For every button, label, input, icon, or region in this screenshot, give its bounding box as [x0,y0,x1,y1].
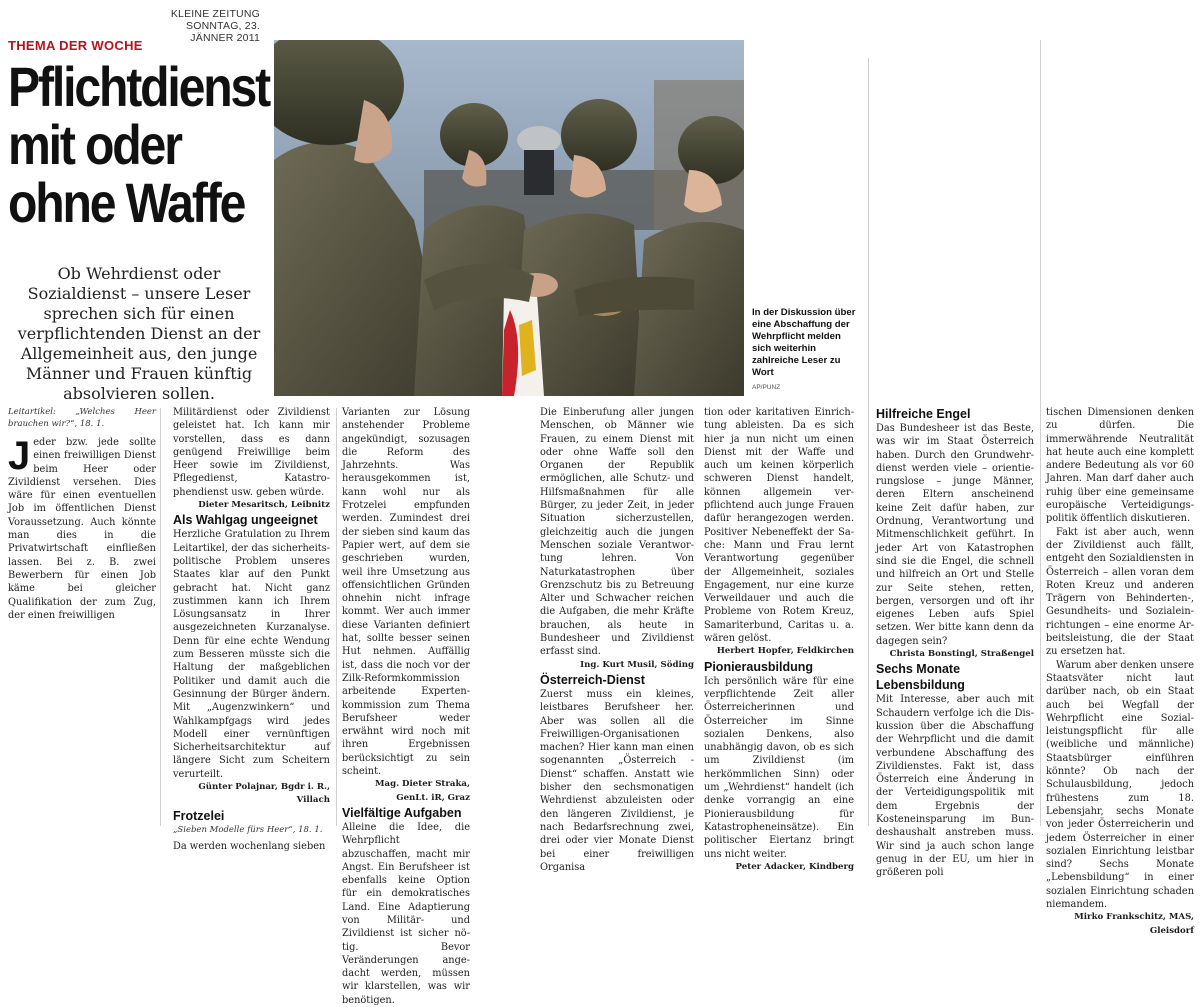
headline-line-2: mit oder [8,113,181,176]
letter-text: eder bzw. jede sollte einen freiwilligen Dienst beim Heer oder Zivildienst versehen. Dies wäre für einen eventuellen Job im öffentlichen Dienst Voraussetzung. Auch könnte man dies in die Privatwirtschaft einfließen lassen. Bei z. B. zwei Bewerbern für einen Job käme bei gleicher Qualifikation der zum Zug, der einen freiwilligen [8,437,156,621]
column-7 [1046,406,1194,938]
column-4 [540,406,694,874]
photo-caption: In der Diskussion über eine Abschaffung der Wehrpflicht melden sich weiterhin zahlreiche Leser zu Wort [752,307,856,378]
drop-cap: J [8,434,31,478]
letter-heading: Vielfältige Aufgaben [342,805,462,820]
column-2 [173,406,330,853]
letter-text: Ich persönlich wäre für eine verpflichtende Zeit aller Österreicherinnen und Österreicher im Sinne sozialen Denkens, also unabhängig davon, ob es sich um Zivildienst (im herkömmlichen Sinn) oder um „Wehrdienst“ handelt (ich denke vorrangig an eine Pionierausbildung für Katastropheneinsätze). Ein politischer Eiertanz bringt uns nicht weiter. [704,675,854,860]
article-reference: Leitartikel: „Welches Heer brauchen wir?“, 18. 1. [8,407,156,429]
letter-signature: Günter Polajnar, Bgdr i. R., Villach [198,782,330,806]
section-kicker: THEMA DER WOCHE [8,38,143,53]
column-rule [336,408,337,826]
letter-heading: Sechs Monate Lebensbildung [876,662,965,693]
column-rule [160,408,161,826]
letter-text: Fakt ist aber auch, wenn der Zivildienst auch fällt, entgeht den Sozialdiensten in Österreich – allen voran dem Roten Kreuz und anderen Trägern von Behinderten-, Gesundheits- und Sozialeinrichtungen – eine enorme Arbeitsleistung, die der Staat zu ersetzen hat. [1046,526,1194,658]
column-3 [342,406,470,1007]
letter-heading: Österreich-Dienst [540,672,645,687]
letter-text: Alleine die Idee, die Wehrpflicht abzuschaffen, macht mir Angst. Ein Berufsheer ist ebenfalls keine Option für ein demokratisches Land. Eine Adaptierung von Militär- und Zivildienst ist sicher nötig. Bevor Veränderungen angedacht werden, müssen wir klarstellen, was wir benötigen. [342,821,470,1006]
letter-signature: Dieter Mesaritsch, Leibnitz [198,500,330,511]
letter-signature: Mag. Dieter Straka, GenLt. iR, Graz [374,779,470,803]
letter-signature: Mirko Frankschitz, MAS, Gleisdorf [1074,912,1194,936]
letter-text: Herzliche Gratulation zu Ihrem Leitartikel, der das sicherheitspolitische Problem unseres Staates klar auf den Punkt gebracht hat. Nicht ganz zustimmen kann ich Ihrem Lösungsansatz in Ihrer ausgezeichneten Kurzanalyse. Denn für eine echte Wendung zum Besseren müsste sich die Haltung der maßgeblichen Politiker und damit auch die Gesinnung der Bürger ändern. Mit „Augenzwinkern“ und Wahlkampfgags wird jedes Modell einer vernünftigen Sicherheitsarchitektur auf längere Sicht zum Scheitern verurteilt. [173,529,330,780]
headline-line-3: ohne Waffe [8,171,245,234]
letter-text: Die Einberufung aller jungen Menschen, ob Männer wie Frauen, zu einem Dienst mit oder ohne Waffe soll den Organen der Republik ermöglichen, alle Schutz- und Hilfsmaßnahmen für alle Bürger, zu jeder Zeit, in jeder Situation sicherzustellen, gleichzeitig auch die jungen Menschen soziale Verantwortung lehren. Von Naturkatastrophen über Grenzschutz bis zu Betreuung Alter und Schwacher reichen die Aufgaben, die mehr Kräfte brauchen, als heute in Bundesheer und Zivildienst erfasst sind. [540,407,694,658]
masthead [150,8,260,44]
photo-credit: AP/PUNZ [752,384,781,391]
letter-text: Warum aber denken unsere Staatsväter nicht laut darüber nach, ob ein Staat auch bei Wegfall der Wehrpflicht eine Sozialleistungspflicht für alle (weibliche und männliche) Staatsbürger einführen könnte? Ob nach der Schulausbildung, jedoch frühestens zum 18. Lebensjahr, sechs Monate von jeder Österreicherin und jedem Österreicher in einer sozialen Einrichtung leistbar sind? Sechs Monate „Lebensbildung“ in einer sozialen Einrichtung schaden niemandem. [1046,659,1194,910]
letter-signature: Herbert Hopfer, Feldkirchen [716,646,854,657]
letter-signature: Peter Adacker, Kindberg [735,861,854,872]
letter-text: Mit Interesse, aber auch mit Schaudern verfolge ich die Diskussion über die Abschaffung der Wehrpflicht und die damit verbundene Abschaffung des Zivildienstes. Fakt ist, dass Österreich eine Änderung in der Verteidigungspolitik mit dem Ergebnis der Kosteneinsparung im Bundeshaushalt anstreben muss. Wir sind ja auch schon lange genug in der EU, um hier in größeren poli [876,694,1034,879]
letter-text: Das Bundesheer ist das Beste, was wir im Staat Österreich haben. Durch den Grundwehrdienst werden viele – orientierungslose – junge Männer, deren Eltern anscheinend keine Zeit dafür haben, zur Ordnung, Verantwortung und Mitmenschlichkeit geführt. In jeder Art von Katastrophen sind sie die Engel, die schnell und hilfreich an Ort und Stelle zur Seite stehen, retten, bergen, versorgen und oft ihr eigenes Leben aufs Spiel setzen. Wer bitte kann denn da dagegen sein? [876,423,1034,647]
letter-text: Da werden wochenlang sieben [173,840,326,852]
column-rule [868,58,869,826]
column-rule [1040,40,1041,826]
letter-text: Militärdienst oder Zivildienst geleistet hat. Ich kann mir vorstellen, dass es dann genügend Freiwillige beim Heer sowie im Zivildienst, Pflegedienst, Katastrophendienst usw. geben würde. [173,407,330,498]
letter-signature: Christa Bonstingl, Straßengel [889,649,1034,660]
issue-date: SONNTAG, 23. JÄNNER 2011 [186,20,260,44]
column-6 [876,406,1034,880]
letter-text: tion oder karitativen Einrichtung ableisten. Da es sich hier ja nun nicht um einen Dienst mit der Waffe und auch um keinen körperlich schweren Dienst handelt, können allgemein verpflichtend auch junge Frauen dafür herangezogen werden. Positiver Nebeneffekt der Sache: Mann und Frau lernt Verantwortung gegenüber der Allgemeinheit, soziales Engagement, nur eine kurze Verweildauer und auch die Probleme von Rotem Kreuz, Samariterbund, Caritas u. a. wären gelöst. [704,407,854,645]
headline [8,55,270,234]
letter-heading: Hilfreiche Engel [876,407,971,421]
letter-signature: Ing. Kurt Musil, Söding [580,659,694,670]
letter-text: Varianten zur Lösung anstehender Probleme angekündigt, sozusagen die Reform des Jahrzehnts. Was herausgekommen ist, kann wohl nur als Frotzelei empfunden werden. Zumindest drei der sieben sind kaum das Papier wert, auf dem sie geschrieben wurden, weil ihre Umsetzung aus offensichtlichen Gründen ohnehin nicht infrage kommt. Wer auch immer diese Varianten definiert hat, sollte besser seinen Hut nehmen. Auffällig ist, dass die noch vor der Zilk-Reformkommission arbeitende Expertenkommission zum Thema Berufsheer weder erwähnt wird noch mit ihren Ergebnissen berücksichtigt zu sein scheint. [342,407,470,778]
paper-name: KLEINE ZEITUNG [170,8,260,20]
headline-line-1: Pflichtdienst [8,55,270,118]
letter-heading: Pionierausbildung [704,659,814,674]
letter-text: tischen Dimensionen denken zu dürfen. Die immerwährende Neutralität hat heute auch eine komplett andere Bedeutung als vor 60 Jahren. Man darf daher auch ruhig über eine gemeinsame europäische Verteidigungspolitik öffentlich diskutieren. [1046,407,1194,525]
column-1 [8,406,156,622]
letter-text: Zuerst muss ein kleines, leistbares Berufsheer her. Aber was sollen all die Freiwilligen-Organisationen machen? Hier kann man einen sogenannten „Österreich -Dienst“ schaffen. Anstatt wie bisher den sechsmonatigen Wehrdienst abzuleisten oder den längeren Zivildienst, je nach Bedarfsrechnung zwei, drei oder vier Monate Dienst bei einer freiwilligen Organisa [540,688,694,873]
soldiers-photo [274,40,744,396]
article-reference: „Sieben Modelle fürs Heer“, 18. 1. [173,824,323,835]
letter-heading: Frotzelei [173,808,225,823]
standfirst: Ob Wehrdienst oder Sozialdienst – unsere Leser sprechen sich für einen verpflichtenden Dienst an der Allgemeinheit aus, den junge Männer und Frauen künftig absolvieren sollen. [17,264,261,403]
letter-heading: Als Wahlgag ungeeignet [173,513,318,528]
column-5 [704,406,854,874]
